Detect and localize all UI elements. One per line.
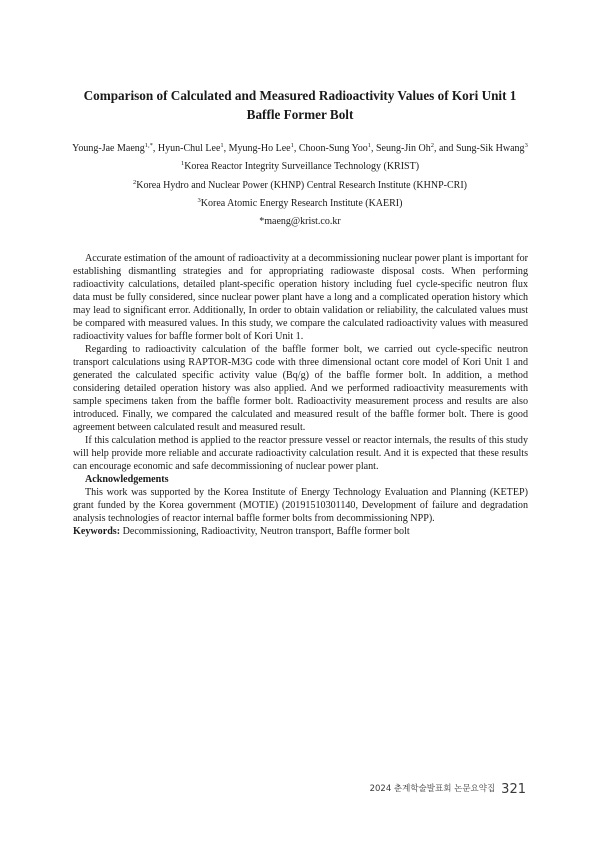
author-list <box>40 142 560 155</box>
author: Young-Jae Maeng$^{1,*}$, <box>72 142 158 154</box>
affiliation-3: $^3$Korea Atomic Energy Research Institute (KAERI) <box>197 197 403 209</box>
keywords-label: Keywords: <box>73 526 121 537</box>
author: Hyun-Chul Lee$^1$, <box>157 142 229 154</box>
keywords-line <box>73 525 528 538</box>
affiliation-2: $^2$Korea Hydro and Nuclear Power (KHNP) Central Research Institute (KHNP-CRI) <box>133 179 467 191</box>
paper-title-line-1: Comparison of Calculated and Measured Radioactivity Values of Kori Unit 1 <box>83 88 517 103</box>
corresponding-email: *maeng@krist.co.kr <box>259 216 341 227</box>
author: Choon-Sung Yoo$^1$, <box>298 142 376 154</box>
keywords-list: Decommissioning, Radioactivity, Neutron transport, Baffle former bolt <box>122 526 410 537</box>
acknowledgements-text: This work was supported by the Korea Institute of Energy Technology Evaluation and Planning (KETEP) grant funded by the Korea government (MOTIE) (20191510301140, Development of failure and degradation analysis technologies of reactor internal baffle former bolts from decommissioning NPP). <box>73 487 528 524</box>
paper-title-line-2: Baffle Former Bolt <box>246 107 354 122</box>
conference-name: 2024 춘계학술발표회 논문요약집 <box>369 784 496 794</box>
author: Seung-Jin Oh$^2$, and <box>376 142 456 154</box>
abstract-paragraph-2: Regarding to radioactivity calculation of the baffle former bolt, we carried out cycle-specific neutron transport calculations using RAPTOR-M3G code with three dimensional octant core model of Kori Unit 1 and generated the calculated specific activity value (Bq/g) of the baffle former bolt. In addition, a method considering detailed operation history was also applied. And we performed radioactivity measurements with sample specimens taken from the baffle former bolt. Radioactivity measurement process and results are also introduced. Finally, we compared the calculated and measured result of the baffle former bolt. There is good agreement between calculated result and measured result. <box>73 344 528 433</box>
author: Sung-Sik Hwang$^3$ <box>455 142 528 154</box>
page-footer <box>370 778 526 797</box>
affiliation-1: $^1$Korea Reactor Integrity Surveillance Technology (KRIST) <box>180 160 420 172</box>
author: Myung-Ho Lee$^1$, <box>228 142 299 154</box>
abstract-paragraph-1: Accurate estimation of the amount of radioactivity at a decommissioning nuclear power plant is important for establishing dismantling strategies and for appropriating radiowaste disposal costs. When performing radioactivity calculations, detailed plant-specific operation history including fuel cycle-specific neutron flux data must be fully considered, since nuclear power plant have a long and a complicated operation history which may lead to significant error. Additionally, In order to obtain validation or reliability, the calculated values must be compared with measured values. In this study, we compare the calculated radioactivity values with measured radioactivity values for baffle former bolt of Kori Unit 1. <box>73 253 528 342</box>
acknowledgements-heading: Acknowledgements <box>85 474 169 485</box>
abstract-body <box>73 252 528 538</box>
paper-title <box>60 86 540 124</box>
page-number: 321 <box>501 782 526 797</box>
abstract-paragraph-3: If this calculation method is applied to the reactor pressure vessel or reactor internals, the results of this study will help provide more reliable and accurate radioactivity calculation result. And it is expected that these results can encourage economic and safe decommissioning of nuclear power plant. <box>73 435 528 472</box>
